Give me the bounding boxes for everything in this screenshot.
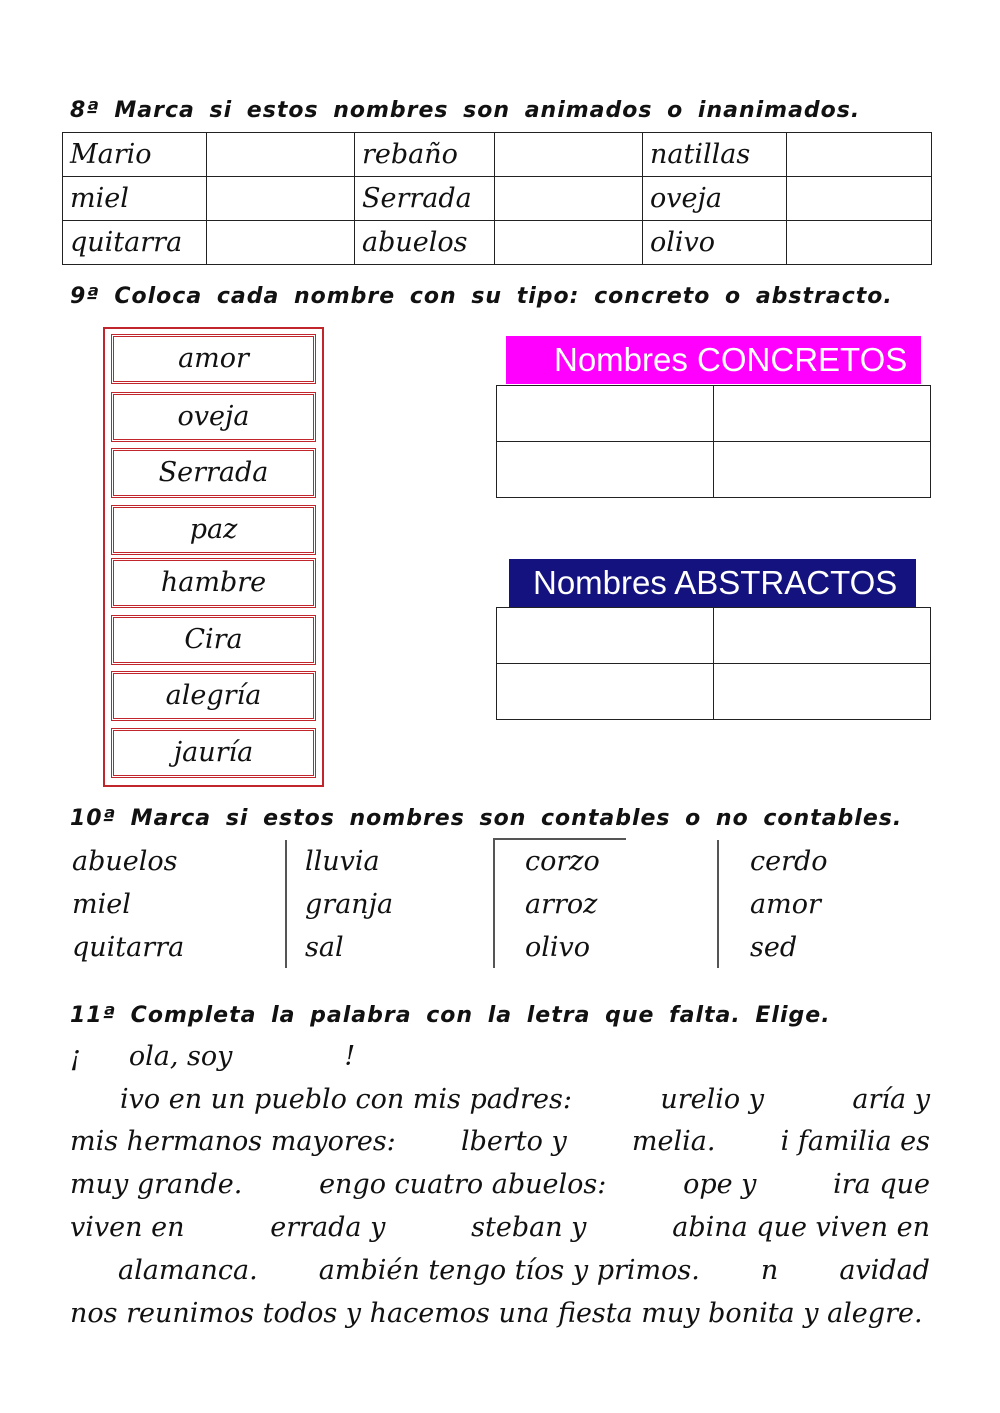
text-segment: lberto y (460, 1126, 567, 1157)
draggable-word[interactable]: alegría (111, 671, 316, 721)
answer-cell[interactable] (787, 177, 932, 221)
noun-item[interactable]: olivo (525, 932, 591, 963)
text-segment: i familia es (780, 1126, 930, 1157)
table-row (63, 177, 932, 221)
noun-cell: Mario (63, 133, 207, 177)
exercise-10-title: 10ª Marca si estos nombres son contables o no contables. (70, 806, 903, 831)
noun-column (305, 842, 393, 971)
abstract-nouns-header (509, 559, 916, 607)
text-segment: ope y (683, 1169, 757, 1200)
draggable-word[interactable]: Serrada (111, 448, 316, 498)
drop-slot[interactable] (714, 442, 930, 497)
noun-item[interactable]: sal (305, 932, 344, 963)
text-segment: viven en (70, 1212, 185, 1243)
text-segment: mis hermanos mayores: (70, 1126, 396, 1157)
text-segment: ira que (833, 1169, 930, 1200)
text-line (70, 1294, 930, 1334)
noun-column (72, 842, 184, 971)
draggable-word[interactable]: oveja (111, 392, 316, 442)
text-segment: alamanca. (118, 1255, 258, 1286)
text-segment: melia. (631, 1126, 716, 1157)
draggable-word[interactable]: hambre (111, 558, 316, 608)
table-row (63, 133, 932, 177)
draggable-word[interactable]: paz (111, 505, 316, 555)
noun-item[interactable]: cerdo (750, 846, 828, 877)
text-segment: errada y (270, 1212, 386, 1243)
noun-item[interactable]: amor (750, 889, 821, 920)
abstract-label: Nombres ABSTRACTOS (533, 564, 898, 601)
answer-cell[interactable] (495, 221, 643, 265)
drop-slot[interactable] (497, 386, 713, 441)
text-segment: urelio y (660, 1084, 765, 1115)
table-row (63, 221, 932, 265)
text-line (70, 1165, 930, 1205)
text-segment: engo cuatro abuelos: (319, 1169, 607, 1200)
noun-cell: olivo (643, 221, 787, 265)
answer-cell[interactable] (207, 221, 355, 265)
text-line (70, 1251, 930, 1291)
noun-cell: quitarra (63, 221, 207, 265)
draggable-word[interactable]: amor (111, 334, 316, 384)
text-segment: aría y (852, 1084, 930, 1115)
noun-cell: miel (63, 177, 207, 221)
noun-column (525, 842, 600, 971)
drop-slot[interactable] (714, 608, 930, 663)
noun-item[interactable]: abuelos (72, 846, 178, 877)
noun-item[interactable]: lluvia (305, 846, 380, 877)
text-line (70, 1037, 930, 1077)
noun-item[interactable]: arroz (525, 889, 598, 920)
text-segment: n (760, 1255, 779, 1286)
noun-cell: abuelos (355, 221, 495, 265)
drop-slot[interactable] (497, 608, 713, 663)
noun-column (750, 842, 828, 971)
text-line (70, 1122, 930, 1162)
noun-cell: oveja (643, 177, 787, 221)
exercise-9-title: 9ª Coloca cada nombre con su tipo: concreto o abstracto. (70, 284, 893, 309)
text-segment: ola, soy (128, 1041, 233, 1072)
noun-cell: Serrada (355, 177, 495, 221)
draggable-word[interactable]: jauría (111, 728, 316, 778)
drop-slot[interactable] (497, 664, 713, 719)
text-segment: ! (344, 1041, 356, 1072)
concrete-drop-grid (496, 385, 931, 498)
text-segment: ivo en un pueblo con mis padres: (120, 1084, 572, 1115)
text-segment: ¡ (70, 1041, 81, 1072)
text-segment: ambién tengo tíos y primos. (318, 1255, 700, 1286)
drop-slot[interactable] (714, 386, 930, 441)
noun-item[interactable]: miel (72, 889, 131, 920)
drop-slot[interactable] (714, 664, 930, 719)
drop-slot[interactable] (497, 442, 713, 497)
answer-cell[interactable] (207, 133, 355, 177)
text-segment: abina que viven en (672, 1212, 930, 1243)
noun-cell: rebaño (355, 133, 495, 177)
text-line (70, 1080, 930, 1120)
noun-item[interactable]: quitarra (72, 932, 185, 963)
abstract-drop-grid (496, 607, 931, 720)
concrete-label: Nombres CONCRETOS (554, 341, 908, 378)
noun-item[interactable]: corzo (525, 846, 600, 877)
concrete-nouns-header (506, 336, 921, 384)
answer-cell[interactable] (787, 221, 932, 265)
exercise-11-title: 11ª Completa la palabra con la letra que falta. Elige. (70, 1003, 831, 1028)
answer-cell[interactable] (495, 133, 643, 177)
answer-cell[interactable] (787, 133, 932, 177)
answer-cell[interactable] (207, 177, 355, 221)
noun-item[interactable]: sed (750, 932, 798, 963)
exercise-8-table (62, 132, 932, 265)
noun-cell: natillas (643, 133, 787, 177)
word-bank (103, 327, 324, 787)
text-segment: nos reunimos todos y hacemos una fiesta muy bonita y alegre. (70, 1298, 923, 1329)
text-segment: avidad (839, 1255, 930, 1286)
exercise-8-title: 8ª Marca si estos nombres son animados o inanimados. (70, 98, 861, 123)
text-segment: steban y (471, 1212, 587, 1243)
noun-item[interactable]: granja (305, 889, 394, 920)
text-segment: muy grande. (70, 1169, 243, 1200)
text-line (70, 1208, 930, 1248)
draggable-word[interactable]: Cira (111, 615, 316, 665)
answer-cell[interactable] (495, 177, 643, 221)
